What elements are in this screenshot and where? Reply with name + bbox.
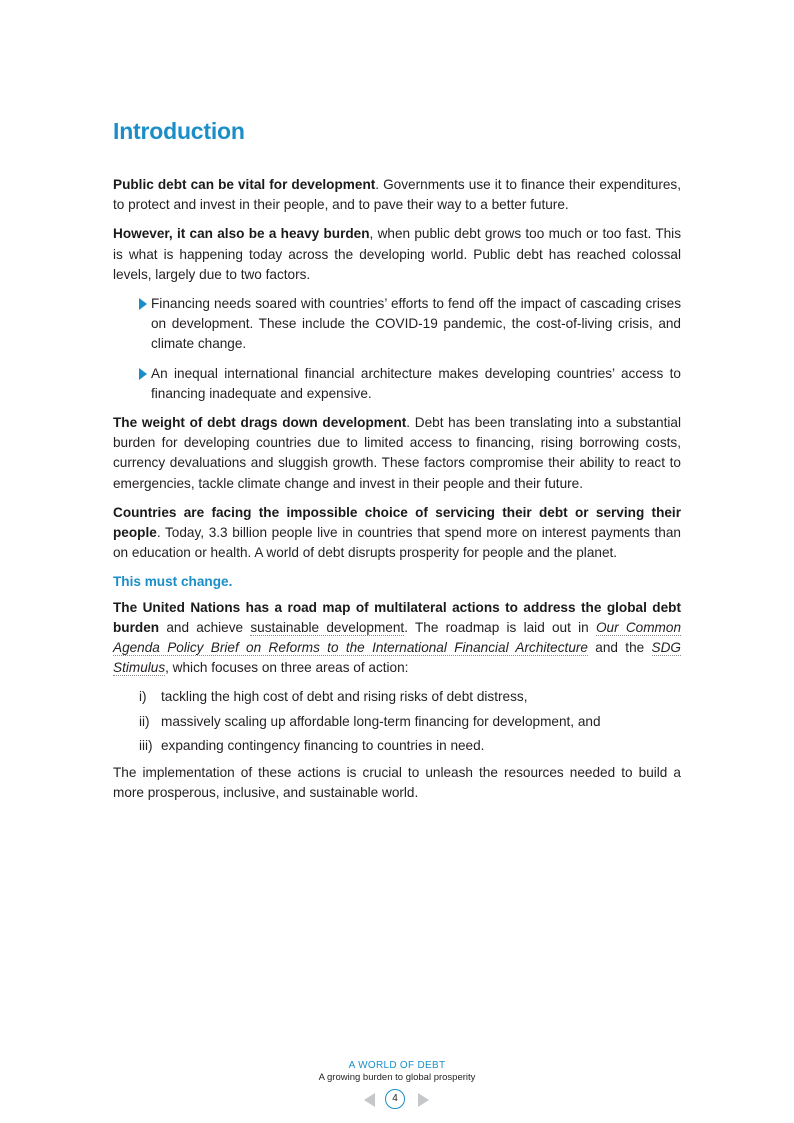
list-item — [113, 294, 681, 355]
page-navigation — [0, 1089, 794, 1111]
paragraph-impossible-choice — [113, 503, 681, 564]
paragraph-heavy-burden — [113, 224, 681, 285]
list-item-text: Financing needs soared with countries’ efforts to fend off the impact of cascading crises on development. These include the COVID-19 pandemic, the cost-of-living crisis, and climate change. — [151, 296, 681, 352]
paragraph-body: . The roadmap is laid out in — [404, 619, 596, 635]
list-item — [113, 712, 681, 732]
link-sustainable-development[interactable]: sustainable development — [250, 619, 405, 635]
triangle-bullet-icon — [139, 368, 147, 380]
main-content — [113, 117, 681, 812]
paragraph-implementation: The implementation of these actions is crucial to unleash the resources needed to build a more prosperous, inclusive, and sustainable world. — [113, 765, 681, 801]
link-sdg-stimulus[interactable]: SDG Stimulus — [113, 640, 681, 676]
paragraph-lead: Countries are facing the impossible choice of servicing their debt or serving their people — [113, 504, 681, 541]
paragraph-body: . Governments use it to finance their expenditures, to protect and invest in their people, and to pave their way to a better future. — [113, 177, 681, 213]
list-item-text: expanding contingency financing to countries in need. — [161, 737, 485, 753]
paragraph-lead: Public debt can be vital for development — [113, 177, 376, 192]
paragraph-body: and the — [587, 640, 652, 656]
footer-title: A WORLD OF DEBT — [348, 1060, 446, 1071]
page-footer — [0, 1060, 794, 1084]
paragraph-body: , which focuses on three areas of action: — [165, 660, 409, 676]
factor-list — [113, 294, 681, 404]
list-item-number: ii) — [139, 713, 150, 729]
paragraph-lead: The weight of debt drags down development — [113, 415, 407, 431]
callout-this-must-change: This must change. — [113, 574, 233, 590]
action-list — [113, 687, 681, 756]
paragraph-body: . Today, 3.3 billion people live in countries that spend more on interest payments than on education or health. A world of debt disrupts prosperity for people and the planet. — [113, 525, 681, 561]
paragraph-road-map — [113, 598, 681, 679]
footer-subtitle: A growing burden to global prosperity — [318, 1072, 476, 1083]
page-number: 4 — [385, 1089, 405, 1109]
paragraph-public-debt — [113, 175, 681, 215]
list-item-text: An inequal international financial architecture makes developing countries’ access to financing inadequate and expensive. — [151, 365, 681, 401]
list-item — [113, 687, 681, 707]
triangle-bullet-icon — [139, 298, 147, 310]
paragraph-lead: The United Nations has a road map of multilateral actions to address the global debt burden — [113, 599, 681, 635]
list-item-number: i) — [139, 689, 147, 705]
list-item — [113, 736, 681, 756]
paragraph-body: . Debt has been translating into a substantial burden for developing countries due to limited access to financing, rising borrowing costs, currency devaluations and sluggish growth. These factors compromise their ability to react to emergencies, tackle climate change and invest in their people and their future. — [113, 415, 681, 491]
page-title: Introduction — [113, 118, 245, 144]
paragraph-body: and achieve — [159, 619, 251, 635]
list-item-text: tackling the high cost of debt and rising risks of debt distress, — [161, 689, 528, 705]
link-policy-brief[interactable]: Our Common Agenda Policy Brief on Reforms to the International Financial Architecture — [113, 619, 681, 656]
paragraph-body: , when public debt grows too much or too fast. This is what is happening today across the developing world. Public debt has reached colossal levels, largely due to two factors. — [113, 226, 681, 282]
next-page-icon[interactable] — [418, 1093, 429, 1107]
paragraph-weight-of-debt — [113, 413, 681, 494]
list-item-text: massively scaling up affordable long-term financing for development, and — [161, 713, 601, 729]
paragraph-lead: However, it can also be a heavy burden — [113, 226, 370, 242]
list-item — [113, 364, 681, 404]
previous-page-icon[interactable] — [364, 1093, 375, 1107]
list-item-number: iii) — [139, 737, 153, 753]
